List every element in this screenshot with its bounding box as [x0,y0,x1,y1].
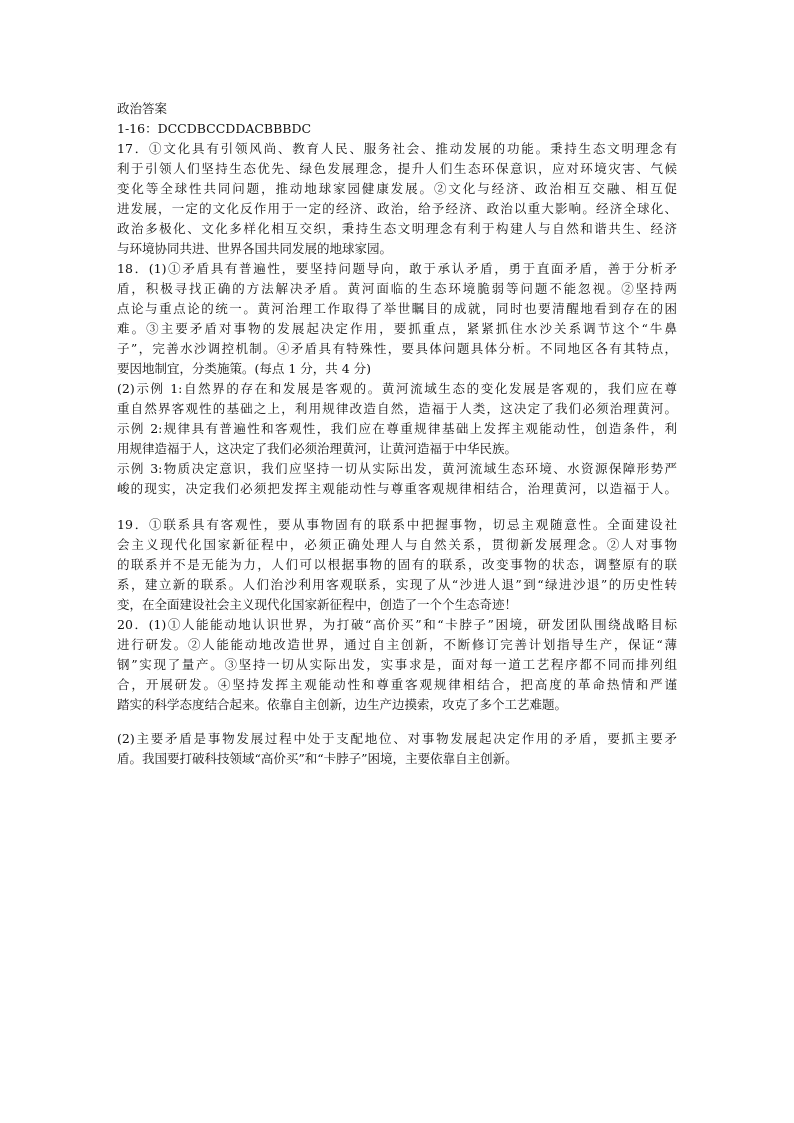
answer-line: 18．(1)①矛盾具有普遍性，要坚持问题导向，敢于承认矛盾，勇于直面矛盾，善于分析矛 [117,261,677,276]
answer-line: (2)主要矛盾是事物发展过程中处于支配地位、对事物发展起决定作用的矛盾，要抓主要矛 [117,731,677,746]
answer-line: 合，开展研发。④坚持发挥主观能动性和尊重客观规律相结合，把高度的革命热情和严谨 [117,677,677,692]
answer-line: 盾。我国要打破科技领域“高价买”和“卡脖子”困境，主要依靠自主创新。 [117,751,518,766]
answer-18 [117,259,677,499]
answer-document [117,99,677,769]
answer-line: 示例 3:物质决定意识，我们应坚持一切从实际出发，黄河流域生态环境、水资源保障形势严 [117,461,677,476]
answer-line: 峻的现实，决定我们必须把发挥主观能动性与尊重客观规律相结合，治理黄河，以造福于人。 [117,481,677,496]
answer-line: 的联系并不是无能为力，人们可以根据事物的固有的联系，改变事物的状态，调整原有的联 [117,557,677,572]
answer-line: 子”，完善水沙调控机制。④矛盾具有特殊性，要具体问题具体分析。不同地区各有其特点， [117,341,677,356]
answer-line: 示例 2:规律具有普遍性和客观性，我们应在尊重规律基础上发挥主观能动性，创造条件，利 [117,421,677,436]
paragraph-gap [117,499,677,515]
paragraph-gap [117,715,677,729]
answer-line: 系，建立新的联系。人们治沙利用客观联系，实现了从“沙进人退”到“绿进沙退”的历史性转 [117,577,677,592]
answer-20-part-2 [117,729,677,769]
answer-17 [117,139,677,259]
answer-line: 17．①文化具有引领风尚、教育人民、服务社会、推动发展的功能。秉持生态文明理念有 [117,141,677,156]
answer-line: 利于引领人们坚持生态优先、绿色发展理念，提升人们生态环保意识，应对环境灾害、气候 [117,161,677,176]
answer-line: 踏实的科学态度结合起来。依靠自主创新，边生产边摸索，攻克了多个工艺难题。 [117,697,568,712]
multiple-choice-answers: 1-16：DCCDBCCDDACBBBDC [117,121,312,136]
answer-line: 会主义现代化国家新征程中，必须正确处理人与自然关系，贯彻新发展理念。②人对事物 [117,537,677,552]
answer-line: 变，在全面建设社会主义现代化国家新征程中，创造了一个个生态奇迹！ [117,597,518,612]
answer-line: 政治多极化、文化多样化相互交织，秉持生态文明理念有利于构建人与自然和谐共生、经济 [117,221,677,236]
answer-line: 盾，积极寻找正确的方法解决矛盾。黄河面临的生态环境脆弱等问题不能忽视。②坚持两 [117,281,677,296]
answer-line: 变化等全球性共同问题，推动地球家园健康发展。②文化与经济、政治相互交融、相互促 [117,181,677,196]
answer-line: 进发展，一定的文化反作用于一定的经济、政治，给予经济、政治以重大影响。经济全球化、 [117,201,677,216]
answer-line: 钢”实现了量产。③坚持一切从实际出发，实事求是，面对每一道工艺程序都不同而排列组 [117,657,677,672]
answer-line: 进行研发。②人能能动地改造世界，通过自主创新，不断修订完善计划指导生产，保证“薄 [117,637,677,652]
answer-line: 重自然界客观性的基础之上，利用规律改造自然，造福于人类，这决定了我们必须治理黄河。 [117,401,677,416]
document-title: 政治答案 [117,101,168,116]
answer-line: 点论与重点论的统一。黄河治理工作取得了举世瞩目的成就，同时也要清醒地看到存在的困 [117,301,677,316]
answer-line: 19．①联系具有客观性，要从事物固有的联系中把握事物，切忌主观随意性。全面建设社 [117,517,677,532]
answer-line: 要因地制宜，分类施策。(每点 1 分，共 4 分) [117,361,372,376]
answer-line: 20．(1)①人能能动地认识世界，为打破“高价买”和“卡脖子”困境，研发团队围绕战略目标 [117,617,677,632]
answer-19 [117,515,677,615]
answer-line: 与环境协同共进、世界各国共同发展的地球家园。 [117,241,393,256]
answer-line: 难。③主要矛盾对事物的发展起决定作用，要抓重点，紧紧抓住水沙关系调节这个“牛鼻 [117,321,677,336]
answer-20-part-1 [117,615,677,715]
answer-line: (2)示例 1:自然界的存在和发展是客观的。黄河流域生态的变化发展是客观的，我们应在尊 [117,381,677,396]
answer-line: 用规律造福于人，这决定了我们必须治理黄河，让黄河造福于中华民族。 [117,441,518,456]
